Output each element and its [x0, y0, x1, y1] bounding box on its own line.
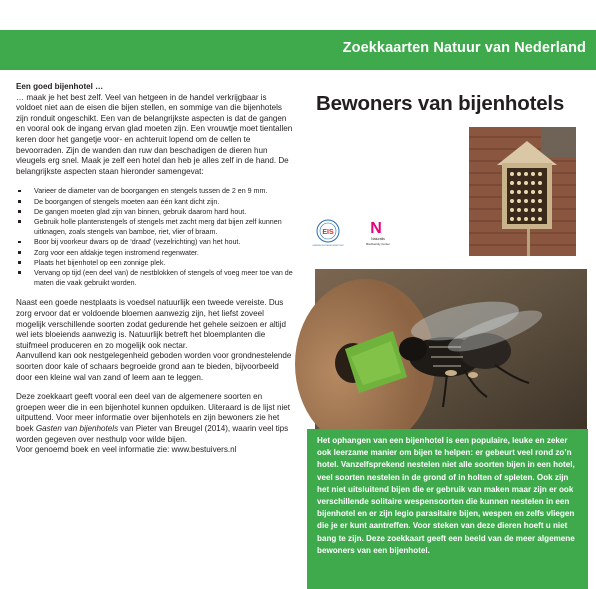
- card-info-text-end: van Pieter van Breugel (2014), waarin veel tips worden gegeven over nesthulp voor wilde bijen.: [16, 423, 289, 444]
- list-item: Plaats het bijenhotel op een zonnige plek.: [16, 258, 294, 268]
- list-item: De gangen moeten glad zijn van binnen, gebruik daarom hard hout.: [16, 207, 294, 217]
- naturalis-logo-letter: N: [370, 220, 382, 237]
- naturalis-logo: [366, 220, 390, 246]
- eis-logo-ring-text: KENNISCENTRUM INSECTEN: [312, 245, 344, 247]
- food-paragraph: Naast een goede nestplaats is voedsel natuurlijk een tweede vereiste. Dus zorg ervoor dat er voldoende bloemen aanwezig zijn, het liefst zoveel mogelijk verschillende soorten zodat gedurende het gehele seizoen er altijd wel iets bloeiends aanwezig is. Natuurlijk betreft het bloemplanten die stuifmeel produceren en zo mogelijk ook nectar.: [16, 298, 286, 350]
- card-info-paragraph: [16, 392, 294, 445]
- eis-logo-text: EIS: [322, 229, 334, 236]
- naturalis-logo-name: Naturalis: [371, 237, 385, 241]
- left-column: [16, 82, 294, 456]
- eis-logo: [313, 220, 344, 247]
- list-item: Vervang op tijd (een deel van) de nestblokken of stengels of voeg meer toe van de maten die vaak gebruikt worden.: [16, 268, 294, 288]
- list-item: Zorg voor een afdakje tegen instromend regenwater.: [16, 248, 294, 258]
- page-title: Bewoners van bijenhotels: [316, 92, 565, 115]
- book-title: Gasten van bijenhotels: [35, 423, 119, 433]
- tips-list: [16, 186, 294, 288]
- list-item: Boor bij voorkeur dwars op de ‘draad’ (vezelrichting) van het hout.: [16, 237, 294, 247]
- partner-logos: [312, 213, 436, 253]
- list-item: Varieer de diameter van de boorgangen en stengels tussen de 2 en 9 mm.: [16, 186, 294, 196]
- leafcutter-bee-photo: [315, 269, 587, 430]
- website-reference: Voor genoemd boek en veel informatie zie: www.bestuivers.nl: [16, 445, 237, 455]
- intro-box-text: Het ophangen van een bijenhotel is een populaire, leuke en zeker ook leerzame manier om bijen te helpen: er gebeurt veel rond zo’n hotel. Vanzelfsprekend nestelen niet alle soorten bijen in een hotel, veel soorten nestelen in de grond of in holten of spleten. Ook zijn het niet uitsluitend bijen die er gebruik van maken maar zijn er ook verschillende solitaire wespensoorten die kunnen nestelen in een bijenhotel en er zijn legio parasitaire bijen, wespen en zelfs vliegen die je er kunt aantreffen. Voor steken van deze dieren hoeft u niet bang te zijn. Deze zoekkaart geeft een beeld van de meer algemene bewoners van een bijenhotel.: [317, 436, 575, 555]
- intro-box: [307, 429, 588, 589]
- list-item: De boorgangen of stengels moeten aan één kant dicht zijn.: [16, 197, 294, 207]
- list-item: Gebruik holle plantenstengels of stengels met zacht merg dat bijen zelf kunnen uitknagen, zoals stengels van bamboe, riet, vlier of braam.: [16, 217, 294, 237]
- intro-paragraph: … maak je het best zelf. Veel van hetgeen in de handel verkrijgbaar is voldoet niet aan de eisen die bijen stellen, en sommige van die bijenhotels zijn ronduit ongeschikt. Een van de belangrijkste aspecten is dat de gangen en vooral ook de ingang ervan glad moeten zijn. Een vrouwtje moet tientallen keren door het gangetje voor- en achteruit lopend om de cellen te bevoorraden. Zijn de wanden dan ruw dan beschadigen de dieren hun vleugels erg snel. Maak je zelf een hotel dan heb je alles zelf in de hand. De belangrijkste aspecten staan hieronder samengevat:: [16, 92, 293, 176]
- header-band: [0, 30, 596, 70]
- series-title: Zoekkaarten Natuur van Nederland: [342, 40, 586, 56]
- naturalis-logo-sub: Biodiversity Center: [366, 242, 390, 246]
- bee-hotel-photo: [469, 127, 576, 256]
- section-heading: Een goed bijenhotel …: [16, 82, 104, 91]
- card-info-text: Deze zoekkaart geeft vooral een deel van de algemenere soorten en groepen weer die in een bijenhotel kunnen opduiken. Uiteraard is de lijst niet uitputtend. Voor meer informatie over bijenhotels en zijn bewoners zie het boek: [16, 392, 291, 433]
- ground-nesting-paragraph: Aanvullend kan ook nestgelegenheid geboden worden voor grondnestelende soorten door kale of schaars begroeide grond aan te bieden, bijvoorbeeld door een kleine wal van zand of leem aan te leggen.: [16, 351, 292, 382]
